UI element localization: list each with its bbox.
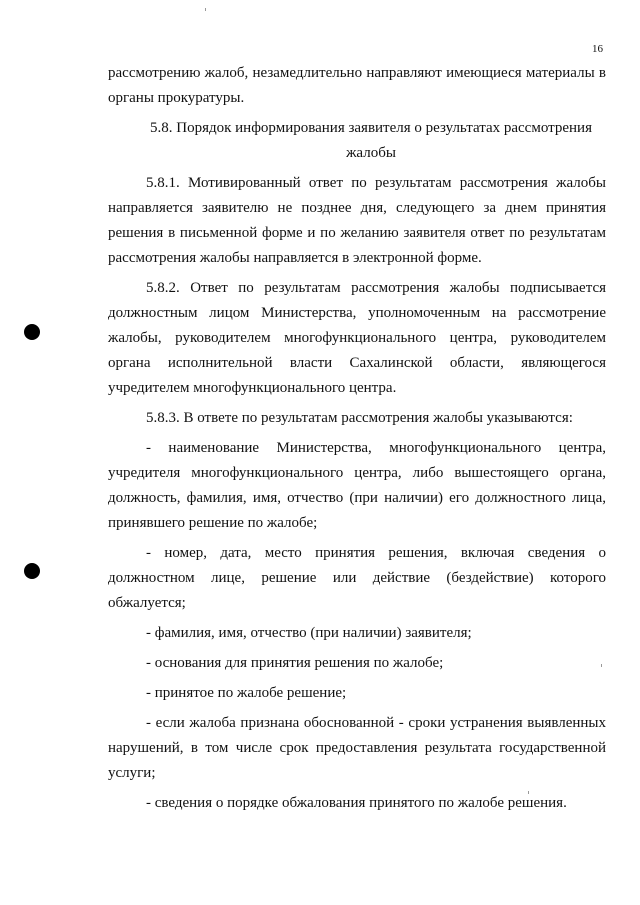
scan-speck: [528, 791, 529, 794]
paragraph-5-8-1: 5.8.1. Мотивированный ответ по результатам рассмотрения жалобы направляется заявителю не позднее дня, следующего за днем принятия решения в письменной форме и по желанию заявителя ответ по результатам рассмотрения жалобы направляется в электронной форме.: [108, 175, 606, 266]
list-item-appeal-procedure: - сведения о порядке обжалования принятого по жалобе решения.: [146, 795, 567, 811]
scan-speck: [601, 664, 602, 667]
list-item-decision-grounds: - основания для принятия решения по жалобе;: [146, 655, 444, 671]
punch-hole-lower: [24, 563, 40, 579]
section-heading-5-8: 5.8. Порядок информирования заявителя о результатах рассмотрения жалобы: [150, 120, 592, 161]
page-number: 16: [592, 43, 603, 55]
list-item-remedy-terms: - если жалоба признана обоснованной - сроки устранения выявленных нарушений, в том числе срок предоставления результата государственной услуги;: [108, 715, 606, 781]
punch-hole-upper: [24, 324, 40, 340]
scan-speck: [205, 8, 206, 11]
paragraph-5-8-3: 5.8.3. В ответе по результатам рассмотрения жалобы указываются:: [146, 410, 573, 426]
paragraph-continuation: рассмотрению жалоб, незамедлительно направляют имеющиеся материалы в органы прокуратуры.: [108, 65, 606, 106]
list-item-decision-number: - номер, дата, место принятия решения, включая сведения о должностном лице, решение или действие (бездействие) которого обжалуется;: [108, 545, 606, 611]
paragraph-5-8-2: 5.8.2. Ответ по результатам рассмотрения жалобы подписывается должностным лицом Министерства, уполномоченным на рассмотрение жалобы, руководителем многофункционального центра, руководителем органа исполнительной власти Сахалинской области, являющегося учредителем многофункционального центра.: [108, 280, 606, 396]
list-item-decision: - принятое по жалобе решение;: [146, 685, 347, 701]
list-item-name-of-ministry: - наименование Министерства, многофункционального центра, учредителя многофункционального центра, либо вышестоящего органа, должность, фамилия, имя, отчество (при наличии) его должностного лица, принявшего решение по жалобе;: [108, 440, 606, 531]
list-item-applicant-name: - фамилия, имя, отчество (при наличии) заявителя;: [146, 625, 472, 641]
document-body: [108, 61, 606, 816]
